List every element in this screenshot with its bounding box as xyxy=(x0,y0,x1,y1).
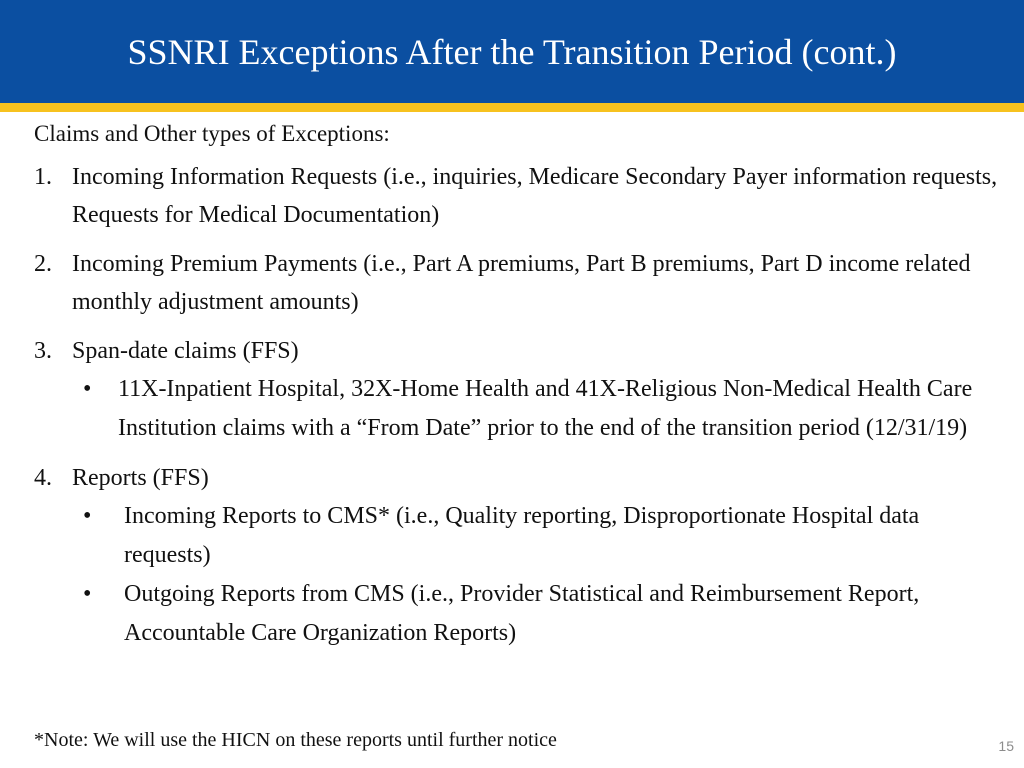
list-number: 1. xyxy=(34,164,52,190)
list-item-2 xyxy=(34,245,1004,321)
sub-list-item xyxy=(34,497,1004,575)
list-item-text: Incoming Information Requests (i.e., inquiries, Medicare Secondary Payer information requests, Requests for Medical Documentation) xyxy=(72,164,998,228)
bullet-icon: • xyxy=(83,376,92,402)
list-item-text: Span-date claims (FFS) xyxy=(72,338,299,364)
sub-list-item-text: 11X-Inpatient Hospital, 32X-Home Health and 41X-Religious Non-Medical Health Care Institution claims with a “From Date” prior to the end of the transition period (12/31/19) xyxy=(118,376,973,441)
title-bar xyxy=(0,0,1024,103)
list-item-1 xyxy=(34,158,1004,234)
intro-text: Claims and Other types of Exceptions: xyxy=(34,121,390,146)
list-item-3 xyxy=(34,332,1004,448)
list-number: 4. xyxy=(34,465,52,491)
sub-list-item xyxy=(34,575,1004,653)
footnote: *Note: We will use the HICN on these reports until further notice xyxy=(34,729,557,751)
sub-list-item-text: Outgoing Reports from CMS (i.e., Provider Statistical and Reimbursement Report, Accountable Care Organization Reports) xyxy=(124,581,920,646)
list-number: 2. xyxy=(34,251,52,277)
list-item-text: Incoming Premium Payments (i.e., Part A premiums, Part B premiums, Part D income related monthly adjustment amounts) xyxy=(72,251,971,315)
bullet-icon: • xyxy=(83,503,92,529)
slide-title: SSNRI Exceptions After the Transition Period (cont.) xyxy=(127,32,897,72)
accent-stripe xyxy=(0,103,1024,112)
slide-body xyxy=(34,118,1004,664)
list-item-4 xyxy=(34,459,1004,653)
list-number: 3. xyxy=(34,338,52,364)
sub-list-item xyxy=(34,370,1004,448)
page-number: 15 xyxy=(998,738,1014,754)
list-item-text: Reports (FFS) xyxy=(72,465,209,491)
bullet-icon: • xyxy=(83,581,92,607)
sub-list-item-text: Incoming Reports to CMS* (i.e., Quality reporting, Disproportionate Hospital data requests) xyxy=(124,503,920,568)
